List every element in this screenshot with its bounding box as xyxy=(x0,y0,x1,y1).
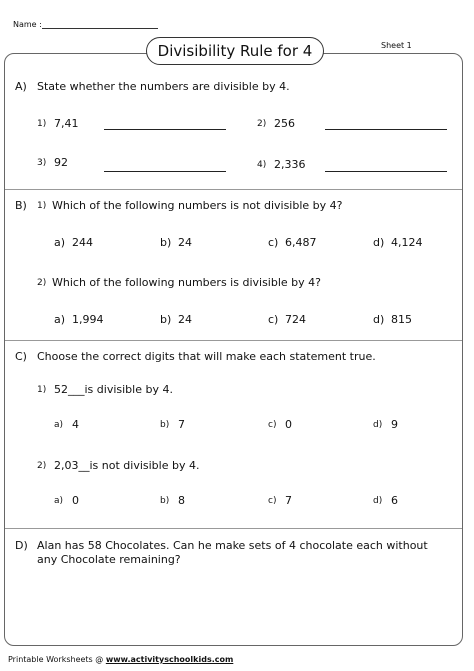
section-a-item-1-number: 1) xyxy=(37,119,47,129)
option-value[interactable]: 24 xyxy=(178,313,192,326)
footer-link[interactable]: www.activityschoolkids.com xyxy=(105,655,234,664)
option-value[interactable]: 6,487 xyxy=(285,236,317,249)
option-value[interactable]: 6 xyxy=(391,494,398,507)
option-value[interactable]: 24 xyxy=(178,236,192,249)
section-a-item-3-number: 3) xyxy=(37,158,47,168)
option-label: b) xyxy=(160,313,172,326)
option-label: a) xyxy=(54,313,66,326)
option-label: c) xyxy=(268,236,279,249)
option-label: b) xyxy=(160,420,170,430)
section-a-item-3-value: 92 xyxy=(54,156,68,169)
option-label: c) xyxy=(268,420,277,430)
sheet-label: Sheet 1 xyxy=(381,41,412,50)
answer-line-a4[interactable] xyxy=(325,171,447,172)
section-b-q2-text: Which of the following numbers is divisible by 4? xyxy=(52,276,321,289)
option-value[interactable]: 7 xyxy=(178,418,185,431)
section-c-q1-text: 52___is divisible by 4. xyxy=(54,383,173,396)
option-label: b) xyxy=(160,496,170,506)
worksheet-title: Divisibility Rule for 4 xyxy=(146,37,324,65)
option-label: b) xyxy=(160,236,172,249)
option-label: d) xyxy=(373,236,385,249)
section-divider xyxy=(5,340,462,341)
option-value[interactable]: 815 xyxy=(391,313,412,326)
section-c-q2-text: 2,03__is not divisible by 4. xyxy=(54,459,200,472)
section-d-question-line-1: Alan has 58 Chocolates. Can he make sets of 4 chocolate each without xyxy=(37,539,428,552)
footer-label: Printable Worksheets @ xyxy=(8,655,104,664)
footer xyxy=(8,655,233,664)
section-divider xyxy=(5,189,462,190)
section-a-item-2-number: 2) xyxy=(257,119,267,129)
section-c-instruction: Choose the correct digits that will make each statement true. xyxy=(37,350,376,363)
section-b-q1-text: Which of the following numbers is not divisible by 4? xyxy=(52,199,343,212)
section-b-q1-number: 1) xyxy=(37,201,47,211)
section-c-q2-number: 2) xyxy=(37,461,47,471)
option-label: d) xyxy=(373,313,385,326)
answer-line-a2[interactable] xyxy=(325,129,447,130)
option-label: a) xyxy=(54,420,64,430)
option-label: c) xyxy=(268,496,277,506)
option-value[interactable]: 1,994 xyxy=(72,313,104,326)
name-input-line[interactable] xyxy=(42,28,158,29)
section-a-item-1-value: 7,41 xyxy=(54,117,79,130)
option-value[interactable]: 0 xyxy=(285,418,292,431)
section-b-q2-number: 2) xyxy=(37,278,47,288)
name-label: Name : xyxy=(13,20,42,29)
section-a-letter: A) xyxy=(15,80,27,93)
section-d-question-line-2: any Chocolate remaining? xyxy=(37,553,181,566)
option-value[interactable]: 8 xyxy=(178,494,185,507)
option-value[interactable]: 4,124 xyxy=(391,236,423,249)
section-a-item-4-number: 4) xyxy=(257,160,267,170)
option-value[interactable]: 7 xyxy=(285,494,292,507)
section-divider xyxy=(5,528,462,529)
section-a-item-4-value: 2,336 xyxy=(274,158,306,171)
option-value[interactable]: 244 xyxy=(72,236,93,249)
answer-line-a1[interactable] xyxy=(104,129,226,130)
section-c-q1-number: 1) xyxy=(37,385,47,395)
option-value[interactable]: 724 xyxy=(285,313,306,326)
answer-line-a3[interactable] xyxy=(104,171,226,172)
option-value[interactable]: 9 xyxy=(391,418,398,431)
section-b-letter: B) xyxy=(15,199,27,212)
option-label: d) xyxy=(373,420,383,430)
option-label: a) xyxy=(54,496,64,506)
option-label: c) xyxy=(268,313,279,326)
option-value[interactable]: 0 xyxy=(72,494,79,507)
section-a-instruction: State whether the numbers are divisible by 4. xyxy=(37,80,290,93)
section-d-letter: D) xyxy=(15,539,28,552)
section-c-letter: C) xyxy=(15,350,27,363)
option-label: d) xyxy=(373,496,383,506)
section-a-item-2-value: 256 xyxy=(274,117,295,130)
option-label: a) xyxy=(54,236,66,249)
option-value[interactable]: 4 xyxy=(72,418,79,431)
